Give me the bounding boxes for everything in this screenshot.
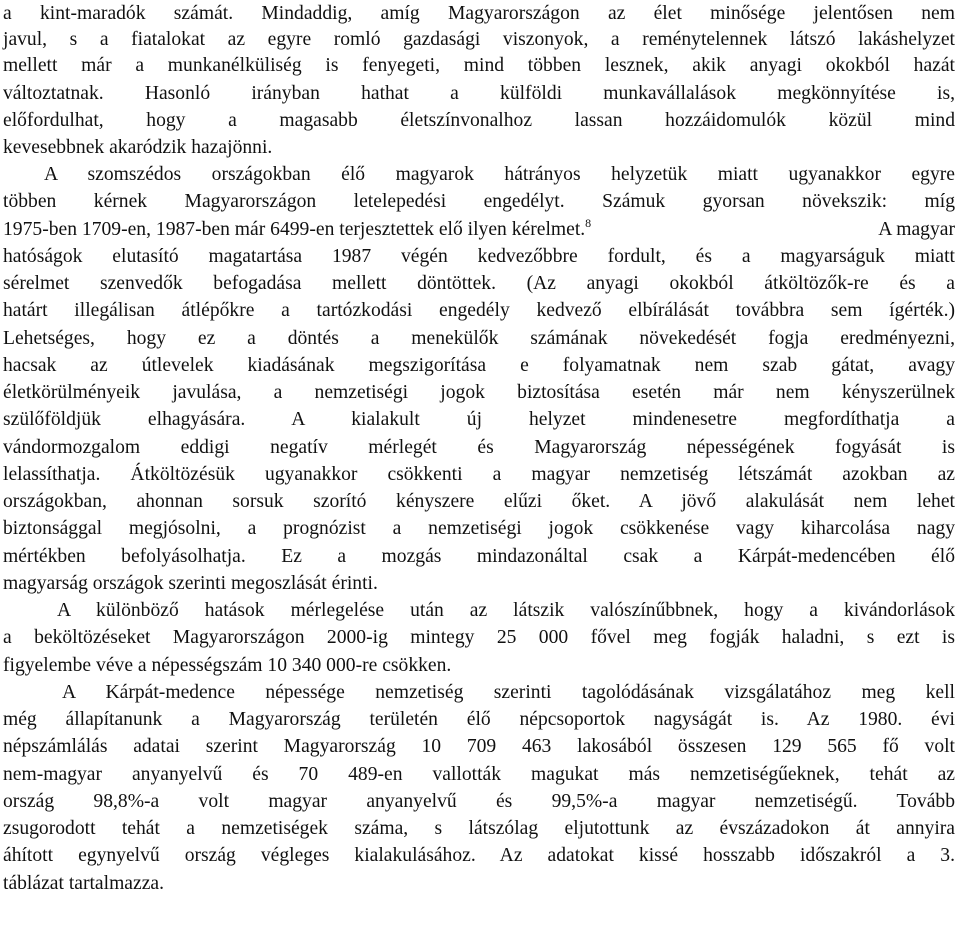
text-line: magyarság országok szerinti megoszlását érinti.	[3, 573, 378, 594]
text-line: hacsak az útlevelek kiadásának megszigorítása e folyamatnak nem szab gátat, avagy	[3, 355, 955, 376]
text-line: figyelembe véve a népességszám 10 340 000-re csökken.	[3, 655, 452, 676]
text-line: változtatnak. Hasonló irányban hathat a külföldi munkavállalások megkönnyítése is,	[3, 83, 955, 104]
text-segment: A magyar	[878, 219, 955, 240]
text-line: áhított egynyelvű ország végleges kialakulásához. Az adatokat kissé hosszabb időszakról a 3.	[3, 845, 955, 866]
text-line: vándormozgalom eddigi negatív mérlegét és Magyarország népességének fogyását is	[3, 437, 955, 458]
text-line: még állapítanunk a Magyarország területén élő népcsoportok nagyságát is. Az 1980. évi	[3, 709, 955, 730]
text-line: többen kérnek Magyarországon letelepedési engedélyt. Számuk gyorsan növekszik: míg	[3, 191, 955, 212]
text-line: szülőföldjük elhagyására. A kialakult új helyzet mindenesetre megfordíthatja a	[3, 409, 955, 430]
text-line: ország 98,8%-a volt magyar anyanyelvű és 99,5%-a magyar nemzetiségű. Tovább	[3, 791, 955, 812]
text-line: a kint-maradók számát. Mindaddig, amíg Magyarországon az élet minősége jelentősen nem	[3, 3, 955, 24]
text-line: előfordulhat, hogy a magasabb életszínvonalhoz lassan hozzáidomulók közül mind	[3, 110, 955, 131]
text-line: kevesebbnek akaródzik hazajönni.	[3, 137, 273, 158]
text-line: népszámlálás adatai szerint Magyarország 10 709 463 lakosából összesen 129 565 fő volt	[3, 736, 955, 757]
text-line: sérelmet szenvedők befogadása mellett döntöttek. (Az anyagi okokból átköltözők-re és a	[3, 273, 955, 294]
text-line: A szomszédos országokban élő magyarok hátrányos helyzetük miatt ugyanakkor egyre	[44, 164, 955, 185]
text-line: a beköltözéseket Magyarországon 2000-ig mintegy 25 000 fővel meg fogják haladni, s ezt is	[3, 627, 955, 648]
text-line: hatóságok elutasító magatartása 1987 végén kedvezőbbre fordult, és a magyarságuk miatt	[3, 246, 955, 267]
text-line: mértékben befolyásolhatja. Ez a mozgás mindazonáltal csak a Kárpát-medencében élő	[3, 546, 955, 567]
text-line-with-footnote	[3, 216, 591, 244]
footnote-reference: 8	[585, 216, 592, 230]
text-line: biztonsággal megjósolni, a prognózist a nemzetiségi jogok csökkenése vagy kiharcolása nagy	[3, 518, 955, 539]
text-line: A Kárpát-medence népessége nemzetiség szerinti tagolódásának vizsgálatához meg kell	[62, 682, 955, 703]
text-line: Lehetséges, hogy ez a döntés a menekülők számának növekedését fogja eredményezni,	[3, 328, 955, 349]
text-line: A különböző hatások mérlegelése után az látszik valószínűbbnek, hogy a kivándorlások	[57, 600, 955, 621]
text-line: mellett már a munkanélküliség is fenyegeti, mind többen lesznek, akik anyagi okokból hazát	[3, 55, 955, 76]
text-line: nem-magyar anyanyelvű és 70 489-en vallották magukat más nemzetiségűeknek, tehát az	[3, 764, 955, 785]
text-line: határt illegálisan átlépőkre a tartózkodási engedély kedvező elbírálását továbbra sem ígérték.)	[3, 300, 955, 321]
text-line: táblázat tartalmazza.	[3, 873, 164, 894]
text-segment: 1975-ben 1709-en, 1987-ben már 6499-en terjesztettek elő ilyen kérelmet.	[3, 219, 586, 240]
text-line: javul, s a fiatalokat az egyre romló gazdasági viszonyok, a reménytelennek látszó lakáshelyzet	[3, 29, 955, 50]
text-line: zsugorodott tehát a nemzetiségek száma, s látszólag eljutottunk az évszázadokon át annyira	[3, 818, 955, 839]
text-line: országokban, ahonnan sorsuk szorító kényszere elűzi őket. A jövő alakulását nem lehet	[3, 491, 955, 512]
text-line: lelassíthatja. Átköltözésük ugyanakkor csökkenti a magyar nemzetiség létszámát azokban az	[3, 464, 955, 485]
text-line: életkörülményeik javulása, a nemzetiségi jogok biztosítása esetén már nem kényszerülnek	[3, 382, 955, 403]
